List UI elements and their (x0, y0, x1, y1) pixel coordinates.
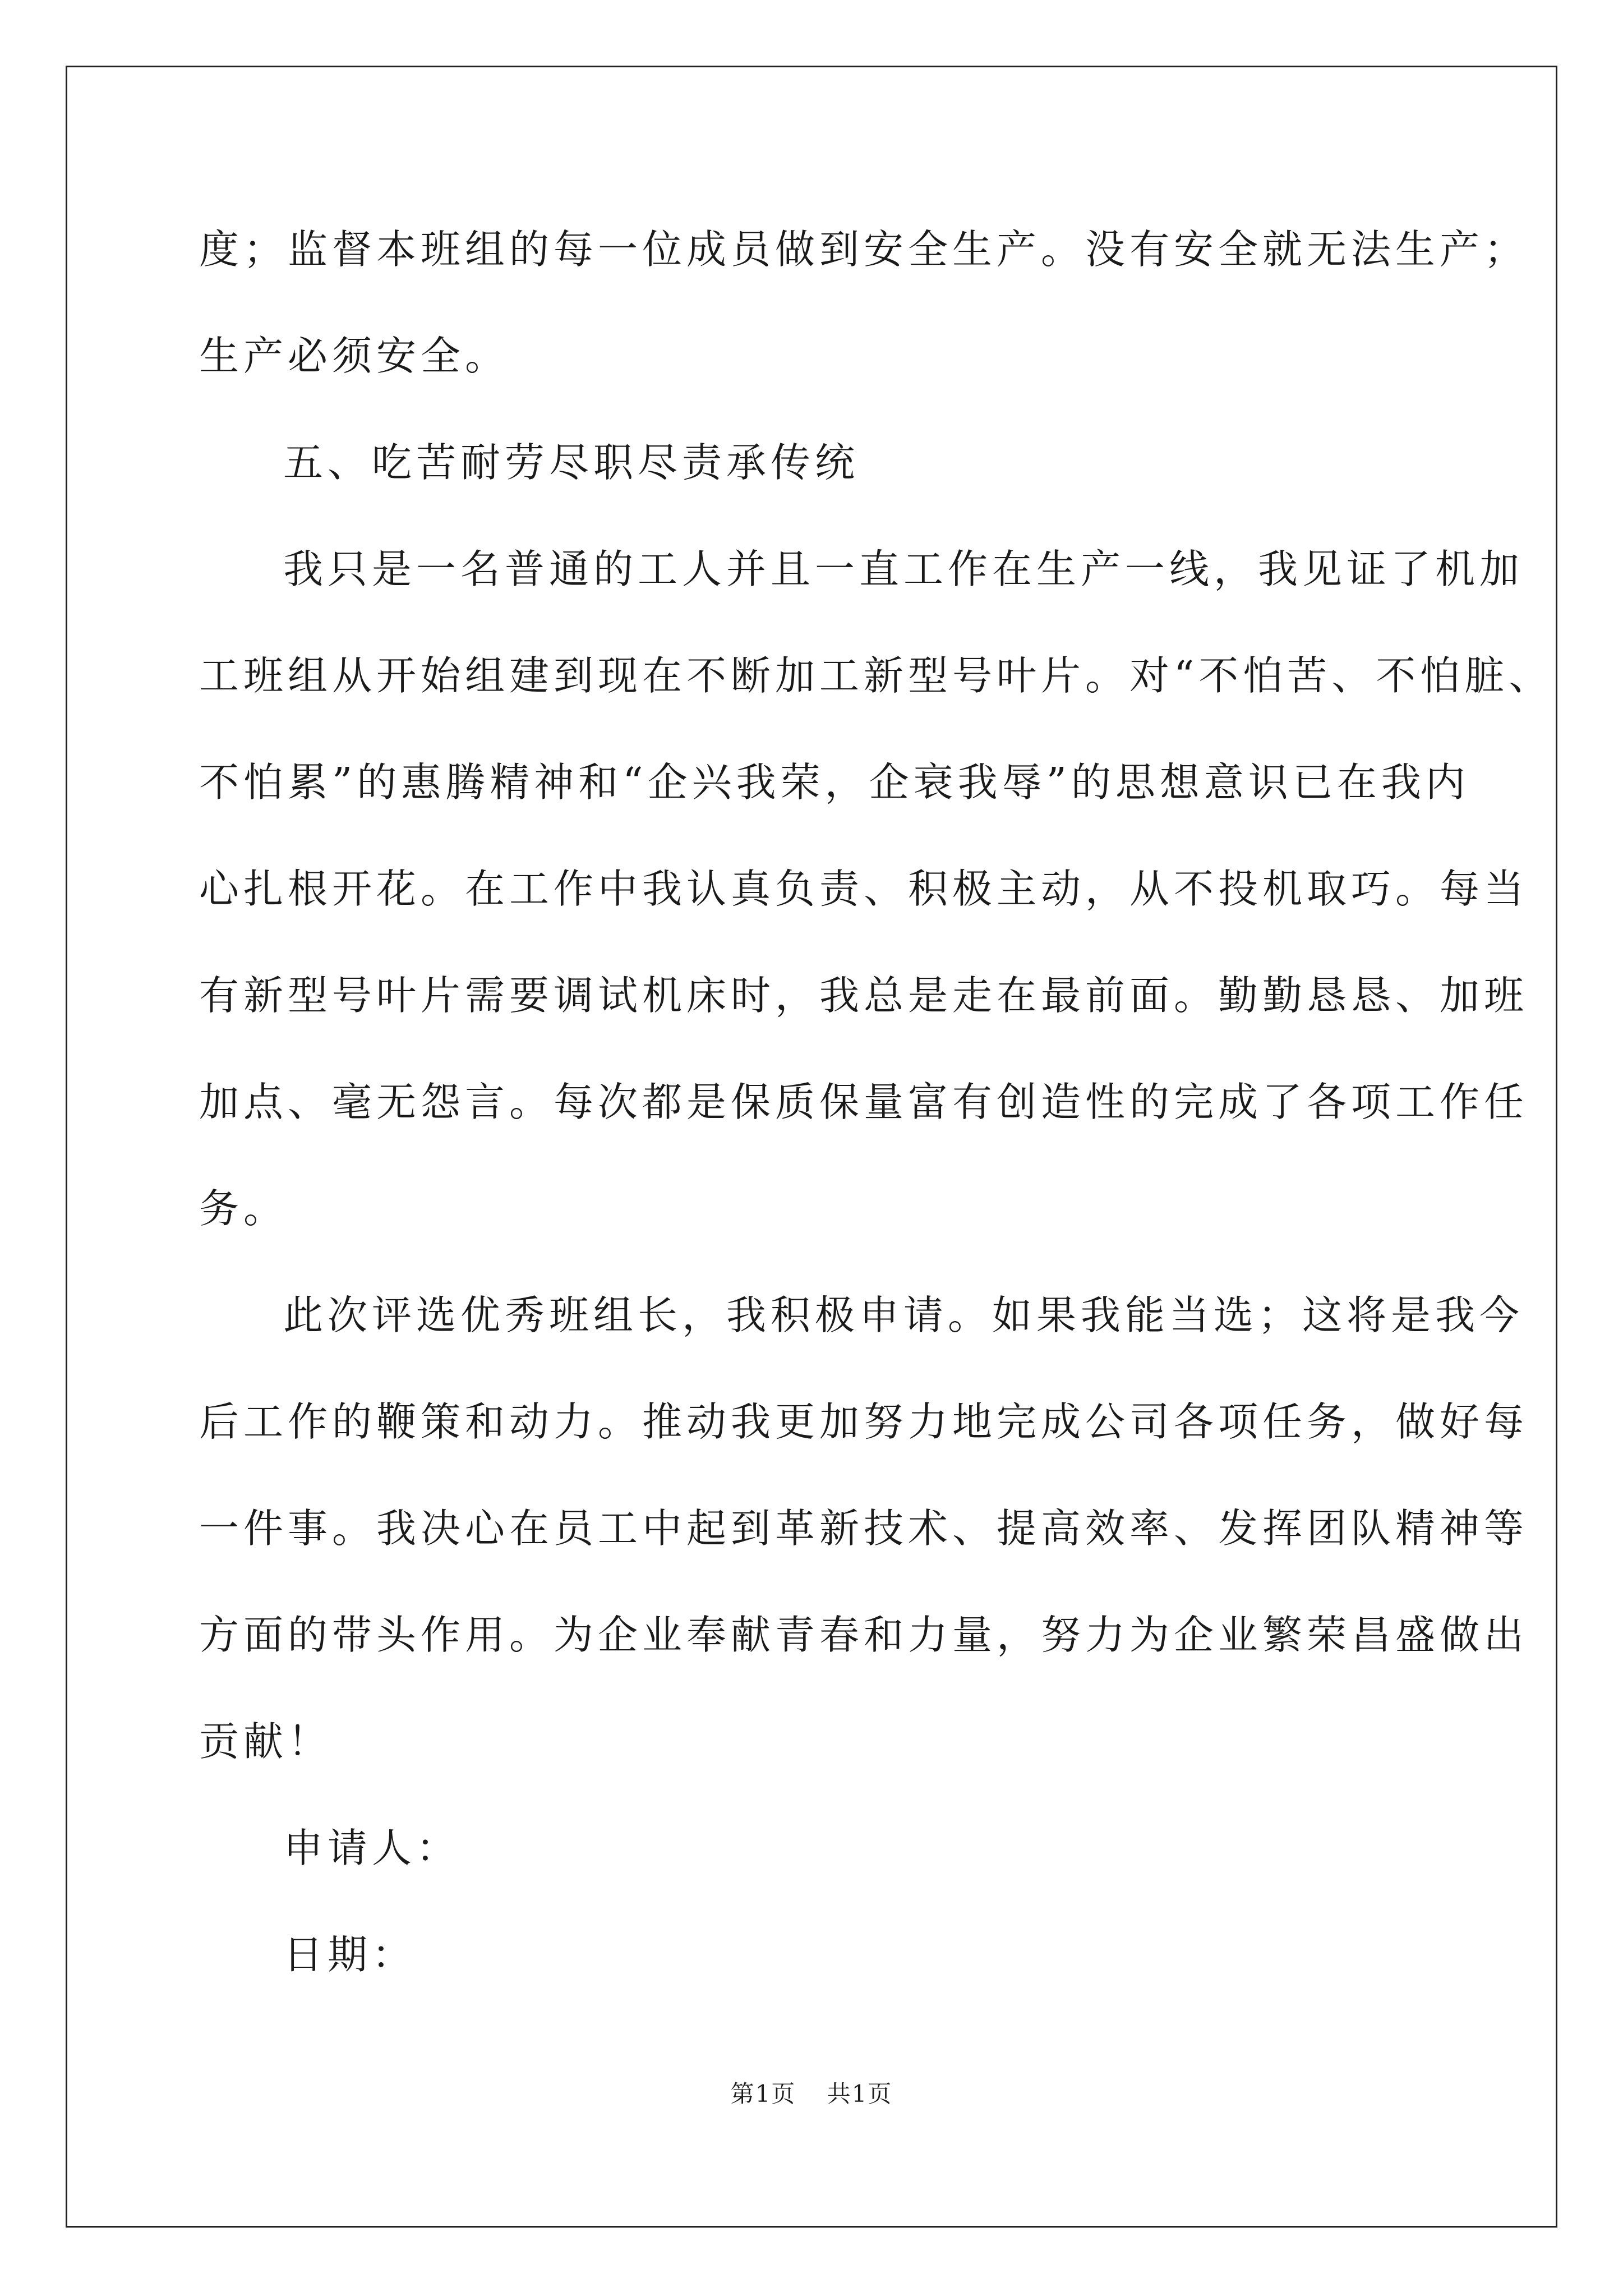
text-line: 后工作的鞭策和动力。推动我更加努力地完成公司各项任务，做好每 (199, 1398, 1529, 1445)
text-line: 方面的带头作用。为企业奉献青春和力量，努力为企业繁荣昌盛做出 (199, 1612, 1529, 1658)
document-body (199, 208, 1553, 2019)
text-line: 日期： (283, 1931, 417, 1978)
text-line: 申请人： (283, 1825, 461, 1871)
text-line: 此次评选优秀班组长，我积极申请。如果我能当选；这将是我今 (283, 1292, 1524, 1338)
page-total: 共1页 (827, 2080, 893, 2108)
text-line: 五、吃苦耐劳尽职尽责承传统 (283, 439, 860, 486)
text-line: 务。 (199, 1185, 288, 1232)
text-line: 度；监督本班组的每一位成员做到安全生产。没有安全就无法生产； (199, 226, 1529, 273)
page-footer (0, 2076, 1623, 2109)
text-line: 不怕累”的惠腾精神和“企兴我荣，企衰我辱”的思想意识已在我内 (199, 759, 1470, 806)
text-line: 心扎根开花。在工作中我认真负责、积极主动，从不投机取巧。每当 (199, 866, 1529, 912)
text-line: 生产必须安全。 (199, 333, 510, 379)
text-line: 加点、毫无怨言。每次都是保质保量富有创造性的完成了各项工作任 (199, 1079, 1529, 1125)
text-line: 我只是一名普通的工人并且一直工作在生产一线，我见证了机加 (283, 546, 1524, 592)
text-line: 一件事。我决心在员工中起到革新技术、提高效率、发挥团队精神等 (199, 1505, 1529, 1552)
text-line: 工班组从开始组建到现在不断加工新型号叶片。对“不怕苦、不怕脏、 (199, 652, 1553, 699)
page-number: 第1页 (730, 2080, 796, 2108)
text-line: 有新型号叶片需要调试机床时，我总是走在最前面。勤勤恳恳、加班 (199, 972, 1529, 1019)
text-line: 贡献！ (199, 1718, 333, 1765)
